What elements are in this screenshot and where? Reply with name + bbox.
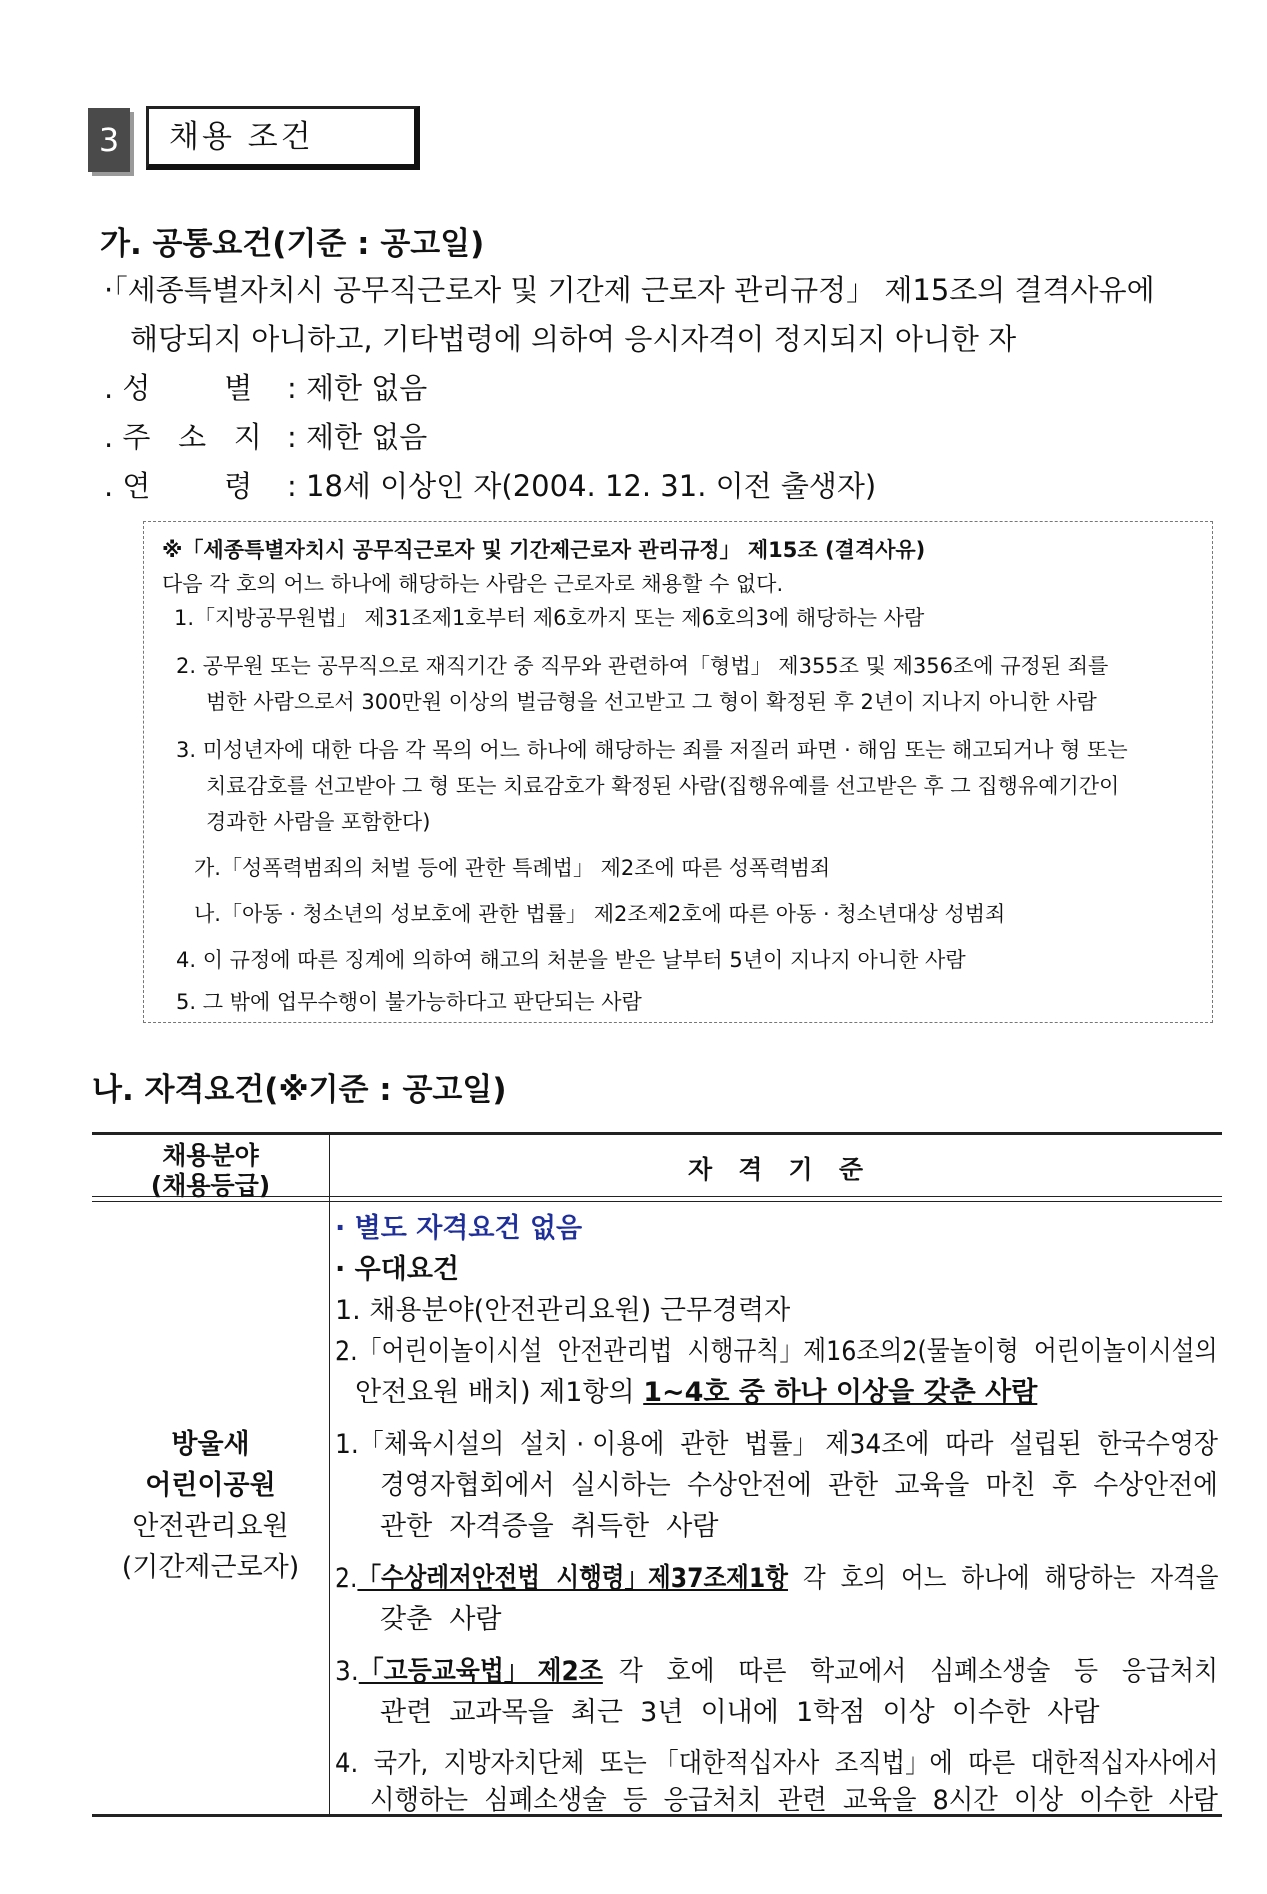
section-title: 채용 조건 xyxy=(146,106,420,170)
notice-item-5: 5. 그 밖에 업무수행이 불가능하다고 판단되는 사람 xyxy=(176,990,642,1014)
sub-3a-num: 3. xyxy=(335,1656,359,1687)
preference-2b xyxy=(355,1370,1037,1409)
no-requirement: · 별도 자격요건 없음 xyxy=(335,1213,583,1244)
notice-item-3-na: 나.「아동 · 청소년의 성보호에 관한 법률」 제2조제2호에 따른 아동 · 청소년대상 성범죄 xyxy=(194,902,1006,926)
sub-2a-law: 「수상레저안전법 시행령」제37조제1항 xyxy=(357,1563,788,1594)
notice-intro: 다음 각 호의 어느 하나에 해당하는 사람은 근로자로 채용할 수 없다. xyxy=(162,572,784,596)
preference-2b-underlined: 1~4호 중 하나 이상을 갖춘 사람 xyxy=(643,1377,1038,1408)
table-top-border xyxy=(92,1132,1222,1135)
sub-2a-text: 각 호의 어느 하나에 해당하는 자격을 xyxy=(787,1563,1219,1594)
notice-title: ※「세종특별자치시 공무직근로자 및 기간제근로자 관리규정」 제15조 (결격사유) xyxy=(162,538,926,562)
preference-2b-text: 안전요원 배치) 제1항의 xyxy=(355,1377,644,1408)
address-label: . 주 소 지 xyxy=(104,420,262,454)
gender-value: : 제한 없음 xyxy=(287,371,428,405)
address-value: : 제한 없음 xyxy=(287,420,428,454)
notice-item-2a: 2. 공무원 또는 공무직으로 재직기간 중 직무와 관련하여「형법」 제355조 및 제356조에 규정된 죄를 xyxy=(176,654,1109,678)
age-label: . 연 령 xyxy=(104,469,253,503)
preference-1: 1. 채용분야(안전관리요원) 근무경력자 xyxy=(335,1295,791,1326)
common-heading: 가. 공통요건(기준 : 공고일) xyxy=(100,226,485,262)
sub-3a-law: 「고등교육법」 제2조 xyxy=(358,1656,603,1687)
notice-item-3-ga: 가.「성폭력범죄의 처벌 등에 관한 특례법」 제2조에 따른 성폭력범죄 xyxy=(194,856,831,880)
common-line-1: ·「세종특별자치시 공무직근로자 및 기간제 근로자 관리규정」 제15조의 결격사유에 xyxy=(104,273,1155,307)
notice-item-3c: 경과한 사람을 포함한다) xyxy=(206,810,431,834)
table-column-divider xyxy=(329,1132,330,1814)
field-grade-2: (기간제근로자) xyxy=(121,1552,300,1583)
age-value: : 18세 이상인 자(2004. 12. 31. 이전 출생자) xyxy=(287,469,877,503)
header-field-line-2: (채용등급) xyxy=(150,1171,271,1200)
notice-item-3b: 치료감호를 선고받아 그 형 또는 치료감호가 확정된 사람(집행유예를 선고받은 후 그 집행유예기간이 xyxy=(206,774,1120,798)
field-grade-1: 안전관리요원 xyxy=(132,1511,289,1542)
notice-item-4: 4. 이 규정에 따른 징계에 의하여 해고의 처분을 받은 날부터 5년이 지나지 아니한 사람 xyxy=(176,948,966,972)
sub-2a-num: 2. xyxy=(335,1563,358,1594)
notice-item-3a: 3. 미성년자에 대한 다음 각 목의 어느 하나에 해당하는 죄를 저질러 파면 · 해임 또는 해고되거나 형 또는 xyxy=(176,738,1128,762)
sub-4a: 4. 국가, 지방자치단체 또는 「대한적십자사 조직법」에 따른 대한적십자사에서 xyxy=(335,1748,1219,1779)
field-name-1: 방울새 xyxy=(171,1429,250,1460)
header-field-line-1: 채용분야 xyxy=(162,1141,259,1170)
header-criteria: 자 격 기 준 xyxy=(688,1155,863,1184)
sub-1c: 관한 자격증을 취득한 사람 xyxy=(380,1511,719,1542)
sub-1b: 경영자협회에서 실시하는 수상안전에 관한 교육을 마친 후 수상안전에 xyxy=(380,1470,1218,1501)
sub-2a xyxy=(335,1556,1218,1595)
sub-2b: 갖춘 사람 xyxy=(380,1604,502,1635)
qualification-heading: 나. 자격요건(※기준 : 공고일) xyxy=(92,1072,507,1108)
notice-item-2b: 범한 사람으로서 300만원 이상의 벌금형을 선고받고 그 형이 확정된 후 2년이 지나지 아니한 사람 xyxy=(206,690,1097,714)
section-number: 3 xyxy=(88,108,130,172)
sub-1a: 1.「체육시설의 설치 · 이용에 관한 법률」 제34조에 따라 설립된 한국수영장 xyxy=(335,1429,1219,1460)
preference-title: · 우대요건 xyxy=(335,1254,459,1285)
sub-3a-text: 각 호에 따른 학교에서 심폐소생술 등 응급처치 xyxy=(602,1656,1219,1687)
sub-4b: 시행하는 심폐소생술 등 응급처치 관련 교육을 8시간 이상 이수한 사람 xyxy=(370,1785,1218,1816)
sub-3a xyxy=(335,1649,1218,1688)
common-line-2: 해당되지 아니하고, 기타법령에 의하여 응시자격이 정지되지 아니한 자 xyxy=(130,322,1017,356)
field-name-2: 어린이공원 xyxy=(145,1470,276,1501)
sub-3b: 관련 교과목을 최근 3년 이내에 1학점 이상 이수한 사람 xyxy=(380,1697,1100,1728)
disqualification-notice xyxy=(143,521,1213,1023)
preference-2a: 2.「어린이놀이시설 안전관리법 시행규칙」제16조의2(물놀이형 어린이놀이시설의 xyxy=(335,1336,1218,1367)
notice-item-1: 1.「지방공무원법」 제31조제1호부터 제6호까지 또는 제6호의3에 해당하는 사람 xyxy=(174,606,925,630)
gender-label: . 성 별 xyxy=(104,371,253,405)
